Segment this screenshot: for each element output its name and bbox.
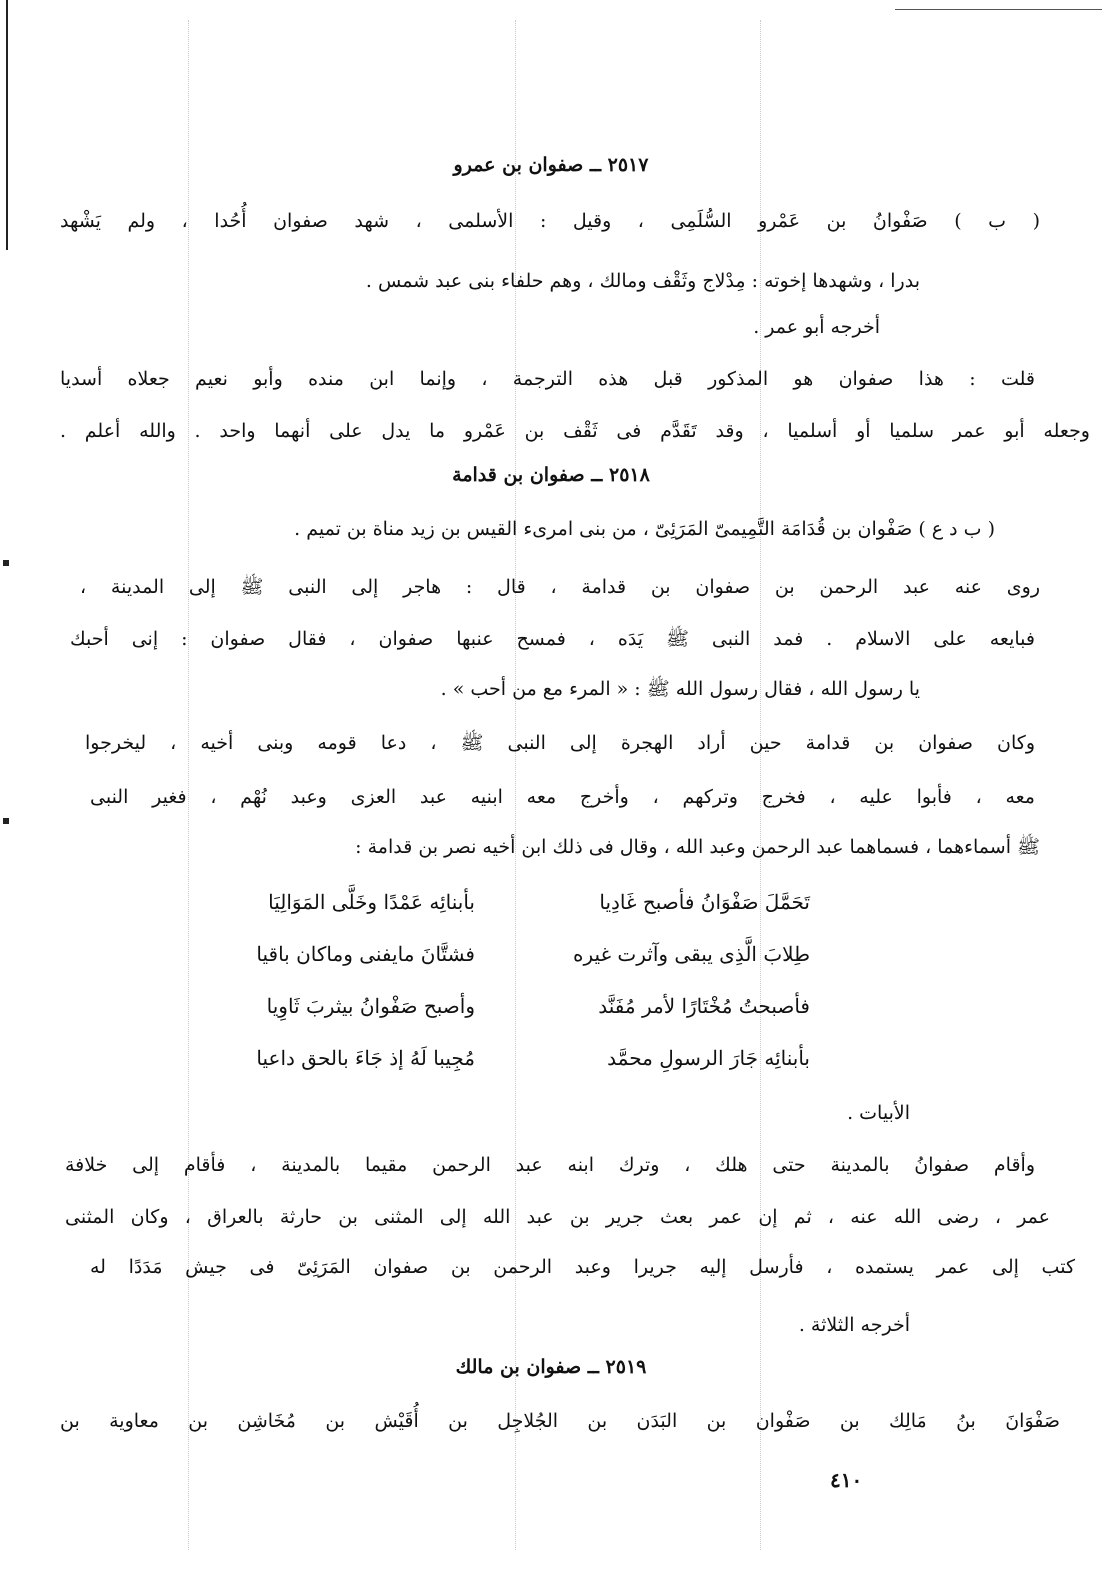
text-line: أخرجه الثلاثة .: [798, 1314, 910, 1336]
text-line: كتب إلى عمر يستمده ، فأرسل إليه جريرا وعبد الرحمن بن صفوان المَرَئِىّ فى جيش مَدَدًا له: [90, 1256, 1075, 1278]
text-line: قلت : هذا صفوان هو المذكور قبل هذه الترجمة ، وإنما ابن منده وأبو نعيم جعلاه أسديا: [60, 368, 1035, 390]
verse-hemistich-right: طِلابَ الَّذِى يبقى وآثرت غيره: [573, 942, 810, 966]
text-line: وأقام صفوانُ بالمدينة حتى هلك ، وترك ابنه عبد الرحمن مقيما بالمدينة ، فأقام إلى خلافة: [65, 1154, 1035, 1176]
scan-mark: [3, 818, 9, 824]
verse-hemistich-left: مُجِيبا لَهُ إذ جَاءَ بالحق داعيا: [256, 1046, 475, 1070]
section-heading: ٢٥١٩ ــ صفوان بن مالك: [455, 1356, 647, 1378]
verse-hemistich-left: وأصبح صَفْوانُ بيثربَ ثَاوِيا: [266, 994, 475, 1018]
text-line: أخرجه أبو عمر .: [753, 316, 880, 338]
section-heading: ٢٥١٨ ــ صفوان بن قدامة: [452, 464, 650, 486]
scan-edge-left: [6, 0, 8, 250]
scan-edge-top: [895, 9, 1102, 10]
verse-hemistich-left: بأبنائِه عَمْدًا وخَلَّى المَوَالِيَا: [268, 890, 475, 914]
verse-hemistich-right: بأبنائِه جَارَ الرسولِ محمَّد: [607, 1046, 810, 1070]
scan-mark: [3, 560, 9, 566]
text-line: معه ، فأبوا عليه ، فخرج وتركهم ، وأخرج معه ابنيه عبد العزى وعبد نُهْم ، فغير النبى: [90, 786, 1035, 808]
text-line: بدرا ، وشهدها إخوته : مِدْلاج وثَقْف ومالك ، وهم حلفاء بنى عبد شمس .: [365, 270, 920, 292]
text-line: يا رسول الله ، فقال رسول الله ﷺ : « المرء مع من أحب » .: [440, 678, 920, 700]
text-line: وجعله أبو عمر سلميا أو أسلميا ، وقد تَقَدَّم فى ثَقْف بن عَمْرو ما يدل على أنهما واحد . والله أعلم .: [60, 420, 1090, 442]
text-line: ( ب د ع ) صَفْوان بن قُدَامَة التَّمِيمىّ المَرَئِىّ ، من بنى امرىء القيس بن زيد مناة بن تميم .: [294, 518, 995, 540]
verse-hemistich-right: تَحَمَّلَ صَفْوَانُ فأصبح غَادِيا: [599, 890, 810, 914]
text-line: ﷺ أسماءهما ، فسماهما عبد الرحمن وعبد الله ، وقال فى ذلك ابن أخيه نصر بن قدامة :: [355, 836, 1040, 858]
text-line: وكان صفوان بن قدامة حين أراد الهجرة إلى النبى ﷺ ، دعا قومه وبنى أخيه ، ليخرجوا: [85, 732, 1035, 754]
text-line: الأبيات .: [847, 1102, 910, 1124]
verse-hemistich-left: فشتَّانَ مايفنى وماكان باقيا: [256, 942, 475, 966]
page-number: ٤١٠: [830, 1468, 863, 1492]
text-line: صَفْوَانَ بنُ مَالِك بن صَفْوان بن البَدَن بن الجُلاجِل بن أُقَيْش بن مُخَاشِن بن معاوية بن: [60, 1410, 1060, 1432]
text-line: عمر ، رضى الله عنه ، ثم إن عمر بعث جرير بن عبد الله إلى المثنى بن حارثة بالعراق ، وكان المثنى: [65, 1206, 1050, 1228]
verse-hemistich-right: فأصبحتُ مُخْتَارًا لأمر مُفَنَّد: [598, 994, 810, 1018]
section-heading: ٢٥١٧ ــ صفوان بن عمرو: [453, 154, 649, 176]
text-line: فبايعه على الاسلام . فمد النبى ﷺ يَدَه ، فمسح عنبها صفوان ، فقال صفوان : إنى أحبك: [70, 628, 1035, 650]
text-line: ( ب ) صَفْوانُ بن عَمْرو السُّلَمِى ، وقيل : الأسلمى ، شهد صفوان أُحُدا ، ولم يَشْهد: [60, 210, 1040, 232]
text-line: روى عنه عبد الرحمن بن صفوان بن قدامة ، قال : هاجر إلى النبى ﷺ إلى المدينة ،: [80, 576, 1040, 598]
